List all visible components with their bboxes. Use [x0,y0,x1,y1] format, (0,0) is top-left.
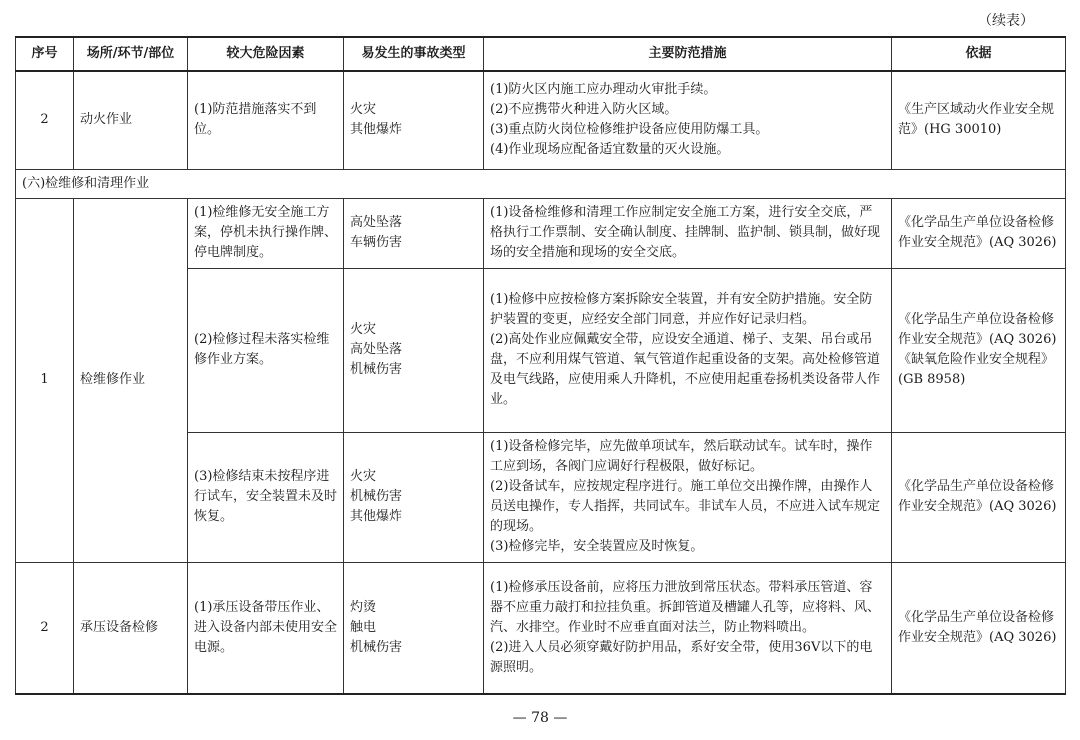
row-risk: (3)检修结束未按程序进行试车，安全装置未及时恢复。 [188,432,344,562]
table-header-row [16,37,1066,71]
row-risk: (1)防范措施落实不到位。 [188,71,344,169]
page-number: — 78 — [512,710,568,726]
section-header-row [16,169,1066,198]
header-measures: 主要防范措施 [484,37,892,71]
row-basis: 《化学品生产单位设备检修作业安全规范》(AQ 3026) [892,432,1066,562]
row-basis: 《化学品生产单位设备检修作业安全规范》(AQ 3026) 《缺氧危险作业安全规程》(GB 8958) [892,268,1066,432]
row-measures: (1)设备检维修和清理工作应制定安全施工方案，进行安全交底，严格执行工作票制、安全确认制度、挂牌制、监护制、锁具制，做好现场的安全措施和现场的安全交底。 [484,198,892,268]
row-accidents: 火灾 机械伤害 其他爆炸 [344,432,484,562]
row-basis: 《化学品生产单位设备检修作业安全规范》(AQ 3026) [892,562,1066,694]
row-basis: 《生产区域动火作业安全规范》(HG 30010) [892,71,1066,169]
row-place: 动火作业 [74,71,188,169]
row-risk: (1)承压设备带压作业、进入设备内部未使用安全电源。 [188,562,344,694]
group-no: 1 [16,198,74,562]
row-no: 2 [16,71,74,169]
row-measures: (1)防火区内施工应办理动火审批手续。 (2)不应携带火种进入防火区域。 (3)重点防火岗位检修维护设备应使用防爆工具。 (4)作业现场应配备适宜数量的灭火设施。 [484,71,892,169]
row-measures: (1)设备检修完毕，应先做单项试车，然后联动试车。试车时，操作工应到场，各阀门应调好行程极限，做好标记。 (2)设备试车，应按规定程序进行。施工单位交出操作牌，由操作人员送电操作，专人指挥，共同试车。非试车人员，不应进入试车规定的现场。 (3)检修完毕，安全装置应及时恢复。 [484,432,892,562]
row-basis: 《化学品生产单位设备检修作业安全规范》(AQ 3026) [892,198,1066,268]
header-accident-type: 易发生的事故类型 [344,37,484,71]
row-risk: (2)检修过程未落实检维修作业方案。 [188,268,344,432]
header-no: 序号 [16,37,74,71]
table-row [16,71,1066,169]
section-title: (六)检维修和清理作业 [16,169,1066,198]
row-accidents: 灼烫 触电 机械伤害 [344,562,484,694]
row-accidents: 火灾 其他爆炸 [344,71,484,169]
group-place: 检维修作业 [74,198,188,562]
header-basis: 依据 [892,37,1066,71]
table-row [16,198,1066,268]
row-measures: (1)检修中应按检修方案拆除安全装置，并有安全防护措施。安全防护装置的变更，应经安全部门同意，并应作好记录归档。 (2)高处作业应佩戴安全带，应设安全通道、梯子、支架、吊台或吊盘，不应利用煤气管道、氧气管道作起重设备的支架。高处检修管道及电气线路，应使用乘人升降机，不应使用起重卷扬机类设备带人作业。 [484,268,892,432]
table-row [16,562,1066,694]
row-measures: (1)检修承压设备前，应将压力泄放到常压状态。带料承压管道、容器不应重力敲打和拉挂负重。拆卸管道及槽罐人孔等，应将料、风、汽、水排空。作业时不应垂直面对法兰，防止物料喷出。 (2)进入人员必须穿戴好防护用品，系好安全带，使用36V以下的电源照明。 [484,562,892,694]
hazard-table [15,36,1066,695]
row-place: 承压设备检修 [74,562,188,694]
row-risk: (1)检维修无安全施工方案，停机未执行操作牌、停电牌制度。 [188,198,344,268]
header-risk: 较大危险因素 [188,37,344,71]
row-accidents: 火灾 高处坠落 机械伤害 [344,268,484,432]
continued-label: （续表） [978,13,1034,29]
row-no: 2 [16,562,74,694]
row-accidents: 高处坠落 车辆伤害 [344,198,484,268]
header-place: 场所/环节/部位 [74,37,188,71]
